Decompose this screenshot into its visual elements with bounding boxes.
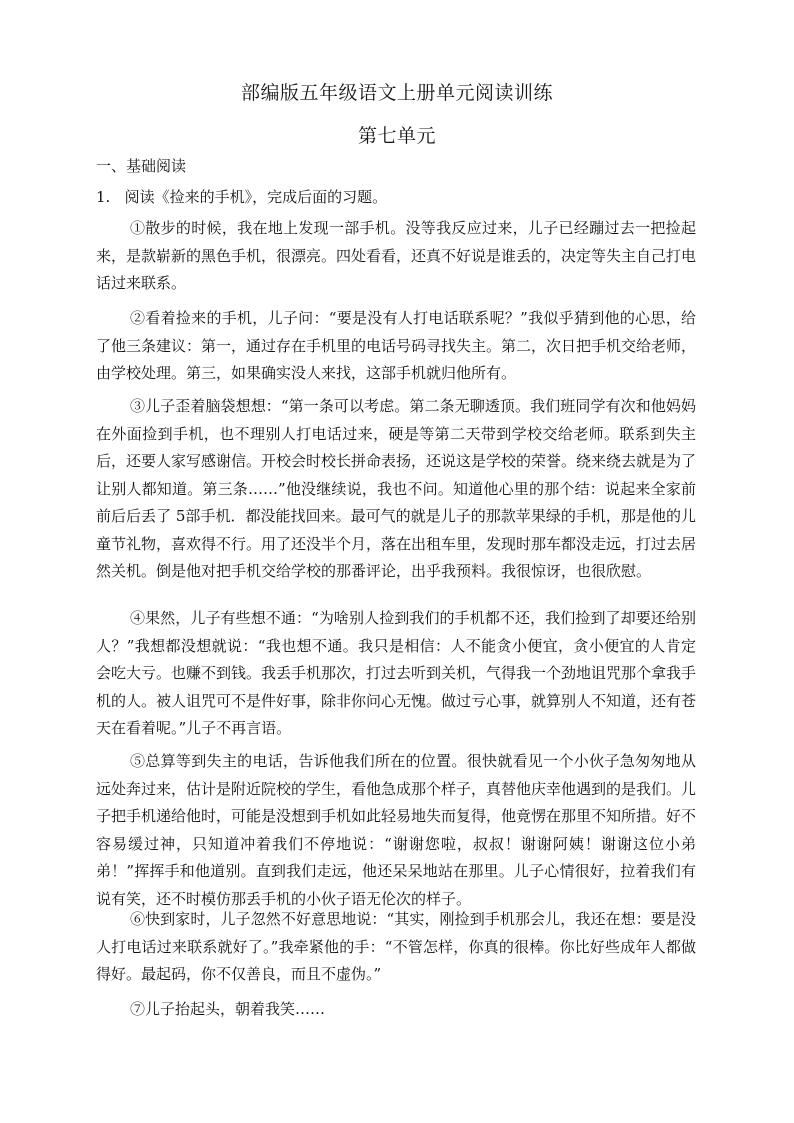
paragraph-1: ①散步的时候，我在地上发现一部手机。没等我反应过来，儿子已经蹦过去一把捡起来，是款崭新的黑色手机，很漂亮。四处看看，还真不好说是谁丢的，决定等失主自己打电话过来联系。 <box>96 219 697 292</box>
paragraph-3: ③儿子歪着脑袋想想：“第一条可以考虑。第二条无聊透顶。我们班同学有次和他妈妈在外面捡到手机，也不理别人打电话过来，硬是等第二天带到学校交给老师。联系到失主后，还要人家写感谢信。开校会时校长拼命表扬，还说这是学校的荣誉。绕来绕去就是为了让别人都知道。第三条……”他没继续说，我也不问。知道他心里的那个结：说起来全家前前后后丢了 5部手机．都没能找回来。最可气的就是儿子的那款苹果绿的手机，那是他的儿童节礼物，喜欢得不行。用了还没半个月，落在出租车里，发现时那车都没走远，打过去居然关机。倒是他对把手机交给学校的那番评论，出乎我预料。我很惊讶，也很欣慰。 <box>96 397 697 580</box>
paragraph-5: ⑤总算等到失主的电话，告诉他我们所在的位置。很快就看见一个小伙子急匆匆地从远处奔过来，估计是附近院校的学生，看他急成那个样子，真替他庆幸他遇到的是我们。儿子把手机递给他时，可能是没想到手机如此轻易地失而复得，他竟愣在那里不知所措。好不容易缓过神，只知道冲着我们不停地说：“谢谢您啦，叔叔！谢谢阿姨！谢谢这位小弟弟！”挥挥手和他道别。直到我们走远，他还呆呆地站在那里。儿子心情很好，拉着我们有说有笑，还不时模仿那丢手机的小伙子语无伦次的样子。 <box>96 752 697 908</box>
document-title: 部编版五年级语文上册单元阅读训练 <box>240 82 553 104</box>
section-heading: 一、基础阅读 <box>96 157 187 175</box>
paragraph-2: ②看着捡来的手机，儿子问：“要是没有人打电话联系呢？”我似乎猜到他的心思，给了他三条建议：第一，通过存在手机里的电话号码寻找失主。第二，次日把手机交给老师，由学校处理。第三，如果确实没人来找，这部手机就归他所有。 <box>96 309 697 382</box>
question-prompt: 1. 阅读《捡来的手机》，完成后面的习题。 <box>96 188 388 206</box>
unit-title: 第七单元 <box>357 125 436 147</box>
paragraph-6: ⑥快到家时，儿子忽然不好意思地说：“其实，刚捡到手机那会儿，我还在想：要是没人打电话过来联系就好了。”我牵紧他的手：“不管怎样，你真的很棒。你比好些成年人都做得好。最起码，你不仅善良，而且不虚伪。” <box>96 910 696 983</box>
paragraph-4: ④果然，儿子有些想不通：“为啥别人捡到我们的手机都不还，我们捡到了却要还给别人？”我想都没想就说：“我也想不通。我只是相信：人不能贪小便宜，贪小便宜的人肯定会吃大亏。也赚不到钱。我丢手机那次，打过去听到关机，气得我一个劲地诅咒那个拿我手机的人。被人诅咒可不是件好事，除非你问心无愧。做过亏心事，就算别人不知道，还有苍天在看着呢。”儿子不再言语。 <box>96 609 697 737</box>
paragraph-7: ⑦儿子抬起头，朝着我笑…… <box>130 1000 326 1018</box>
